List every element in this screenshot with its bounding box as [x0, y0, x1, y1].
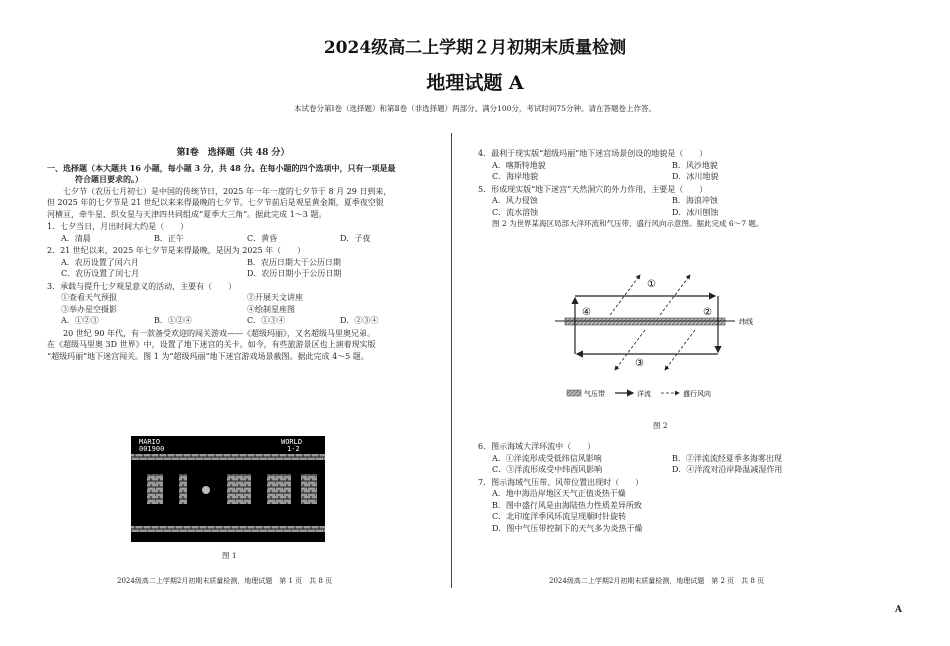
legend-belt-label: 气压带: [584, 391, 605, 398]
q5-option-c[interactable]: C．流水溶蚀: [492, 207, 539, 217]
question-5-options-row2: [478, 207, 838, 219]
q2-option-d[interactable]: D．农历日期小于公历日期: [247, 269, 342, 278]
question-3: 3．承载与提升七夕观星意义的活动，主要有（ ）: [47, 281, 237, 291]
game-brick-column-3: [227, 474, 251, 504]
section-title: 第Ⅰ卷 选择题（共 48 分）: [176, 148, 290, 158]
q2-option-a[interactable]: A．农历设置了闰六月: [61, 257, 139, 267]
passage1-line-2: 但 2025 年的七夕节是 21 世纪以来来得最晚的七夕节。七夕节前后是观星黄金期，夏季夜空银: [47, 198, 384, 207]
q3-item-1: ①查看天气预报: [61, 293, 117, 302]
game-scene: [131, 436, 325, 542]
q5-option-d[interactable]: D．冰川刨蚀: [672, 207, 719, 217]
q3-item-3: ③举办星空摄影: [61, 304, 117, 314]
question-1: 1．七夕当日，月出时间大约是（ ）: [47, 222, 189, 231]
question-4-options-row1: [478, 160, 838, 172]
figure-1-game-screenshot: [131, 436, 325, 542]
game-brick-column-2: [179, 474, 187, 504]
q2-option-b[interactable]: B．农历日期大于公历日期: [247, 257, 341, 267]
latitude-label: 纬线: [739, 319, 753, 326]
q6-option-d[interactable]: D．④洋流对沿岸降温减湿作用: [672, 465, 783, 474]
q6-option-a[interactable]: A．①洋流形成受低纬信风影响: [492, 453, 602, 463]
game-enemy-icon: [202, 486, 210, 494]
label-1: ①: [647, 279, 656, 290]
page-2-footer: 2024级高二上学期2月初期末质量检测，地理试题 第 2 页 共 8 页: [549, 577, 765, 585]
q7-option-a[interactable]: A．地中海沿岸地区天气正值炎热干燥: [492, 489, 626, 498]
passage2-line-2: 在《超级马里奥 3D 世界》中，设置了地下迷宫的关卡。如今，有些旅游景区也上演着现实版: [47, 340, 376, 349]
q1-option-b[interactable]: B．正午: [154, 233, 184, 243]
instructions-line-2: 符合题目要求的。）: [75, 174, 143, 184]
column-divider: [451, 133, 452, 588]
exam-intro: 本试卷分第Ⅰ卷（选择题）和第Ⅱ卷（非选择题）两部分。满分100分，考试时间75分钟。请在答题卷上作答。: [294, 104, 656, 113]
figure-1-caption: 图 1: [222, 551, 237, 560]
question-6: 6．图示海域大洋环流中（ ）: [478, 442, 596, 451]
wind-arrow-4: [665, 330, 695, 370]
right-column: [478, 148, 838, 230]
q3-option-d[interactable]: D．②③④: [340, 316, 379, 325]
question-7: 7．图示海域气压带、风带位置出现时（ ）: [478, 477, 644, 487]
question-2-options-row1: [47, 257, 419, 269]
game-world-level: 1-2: [287, 445, 300, 453]
label-3: ③: [635, 358, 644, 369]
game-player-label: MARIO: [139, 438, 161, 446]
passage1-line-3: 河横亘，牵牛星、织女星与天津四共同组成“夏季大三角”。据此完成 1～3 题。: [47, 209, 327, 219]
q3-option-c[interactable]: C．①③④: [247, 316, 286, 325]
question-1-options: [47, 233, 419, 245]
q5-option-a[interactable]: A．风力侵蚀: [492, 196, 538, 205]
wind-arrow-1: [610, 275, 640, 315]
question-6-options-row1: [478, 453, 838, 465]
left-column: [47, 148, 419, 362]
label-2: ②: [703, 307, 712, 318]
q1-option-d[interactable]: D．子夜: [340, 233, 371, 243]
question-2: 2．21 世纪以来，2025 年七夕节是来得最晚，是因为 2025 年（ ）: [47, 246, 306, 255]
wind-arrow-2: [660, 275, 690, 315]
game-brick-column-4: [267, 474, 291, 504]
game-ceiling-bricks: [131, 454, 325, 460]
q7-option-c[interactable]: C．北印度洋季风环流呈现顺时针旋转: [492, 512, 627, 521]
question-3-options: [47, 315, 419, 327]
question-3-items-row1: [47, 292, 419, 304]
q2-option-c[interactable]: C．农历设置了闰七月: [61, 269, 140, 278]
q4-option-c[interactable]: C．海岸地貌: [492, 172, 539, 181]
question-3-items-row2: [47, 304, 419, 316]
game-brick-column-1: [147, 474, 163, 504]
exam-subtitle: 地理试题 A: [426, 72, 524, 94]
q3-item-2: ②开展天文讲座: [247, 293, 303, 302]
q3-item-4: ④绘制星座图: [247, 304, 295, 314]
legend-wind-label: 盛行风向: [683, 391, 711, 398]
question-4: 4．最利于现实版“超级玛丽”地下迷宫场景创设的地貌是（ ）: [478, 149, 708, 158]
q4-option-d[interactable]: D．冰川地貌: [672, 172, 719, 181]
legend-belt-swatch: [567, 390, 581, 396]
question-5: 5．形成现实版“地下迷宫”天然洞穴的外力作用，主要是（ ）: [478, 184, 708, 194]
passage2-line-3: “超级玛丽”地下迷宫闯关。图 1 为“超级玛丽”地下迷宫游戏场景截图。据此完成 4～5 题。: [47, 351, 369, 361]
q1-option-c[interactable]: C．黄昏: [247, 233, 278, 243]
game-world-label: WORLD: [281, 438, 303, 446]
passage1-line-1: 七夕节（农历七月初七）是中国的传统节日，2025 年一年一度的七夕节于 8 月 29 日到来，: [63, 186, 392, 196]
q4-option-b[interactable]: B．风沙地貌: [672, 160, 718, 170]
q6-option-c[interactable]: C．③洋流形成受中纬西风影响: [492, 465, 603, 474]
label-4: ④: [582, 307, 591, 318]
question-2-options-row2: [47, 268, 419, 280]
figure-2-intro: 图 2 为世界某海区局部大洋环流和气压带、盛行风向示意图。据此完成 6～7 题。: [492, 219, 764, 228]
q4-option-a[interactable]: A．喀斯特地貌: [492, 160, 546, 170]
right-column-lower: [478, 441, 838, 534]
q1-option-a[interactable]: A．清晨: [61, 233, 91, 243]
figure-2-diagram: [555, 270, 775, 410]
passage2-line-1: 20 世纪 90 年代，有一款备受欢迎的闯关游戏——《超级玛丽》，又名超级马里奥兄弟。: [63, 328, 375, 338]
q5-option-b[interactable]: B．海浪冲蚀: [672, 196, 718, 205]
game-brick-column-5: [301, 474, 317, 504]
exam-title: 2024级高二上学期２月初期末质量检测: [323, 38, 627, 58]
q6-option-b[interactable]: B．②洋流流经夏季多海雾出现: [672, 453, 782, 463]
page-1-footer: 2024级高二上学期2月初期末质量检测，地理试题 第 1 页 共 8 页: [117, 577, 333, 585]
game-score: 001900: [139, 445, 165, 453]
game-floor-bricks: [131, 526, 325, 532]
q3-option-a[interactable]: A．①②③: [61, 316, 99, 325]
corner-mark: A: [895, 605, 902, 615]
instructions-line-1: 一、选择题（本大题共 16 小题，每小题 3 分，共 48 分。在每小题的四个选项中，只有一项是最: [47, 162, 396, 173]
legend-current-label: 洋流: [637, 391, 651, 398]
question-5-options-row1: [478, 195, 838, 207]
q7-option-d[interactable]: D．图中气压带控制下的天气多为炎热干燥: [492, 523, 643, 533]
q3-option-b[interactable]: B．①②④: [154, 316, 192, 325]
question-6-options-row2: [478, 464, 838, 476]
q7-option-b[interactable]: B．图中盛行风是由海陆热力性质差异所致: [492, 500, 642, 510]
figure-2-caption: 图 2: [653, 421, 668, 430]
question-4-options-row2: [478, 171, 838, 183]
